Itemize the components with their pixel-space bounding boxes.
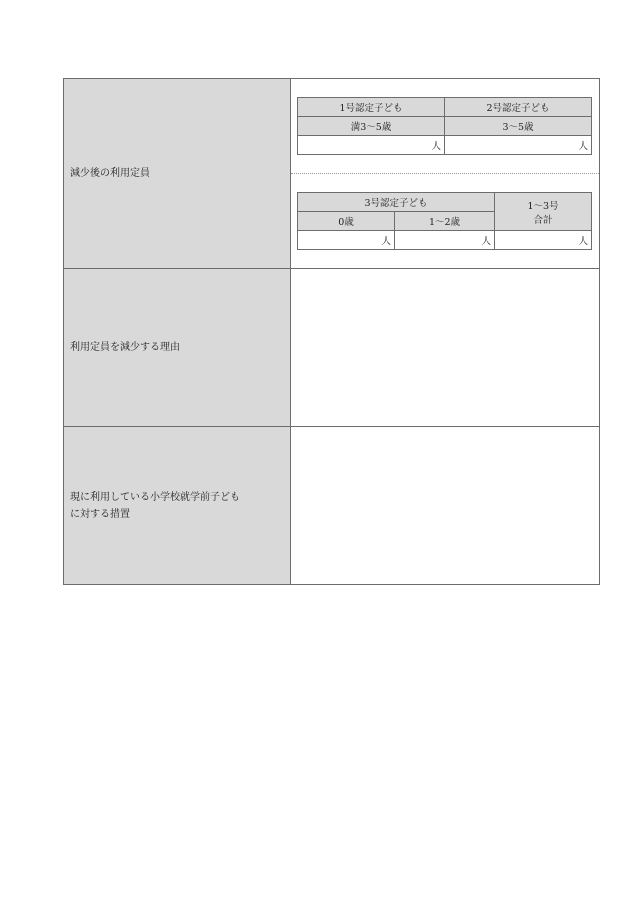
header-type1: 1号認定子ども xyxy=(298,98,445,117)
unit-label: 人 xyxy=(481,236,491,247)
unit-label: 人 xyxy=(578,141,588,152)
label-capacity-after-reduction xyxy=(64,79,291,268)
label-line-1: 現に利用している小学校就学前子ども xyxy=(70,491,240,503)
input-age-1-2-count[interactable] xyxy=(395,231,495,250)
row-measures-for-children xyxy=(64,426,599,584)
input-reduction-reason[interactable] xyxy=(291,269,599,426)
input-type1-count[interactable] xyxy=(298,136,445,155)
subheader-type2-age: 3～5歳 xyxy=(445,117,592,136)
header-type2: 2号認定子ども xyxy=(445,98,592,117)
header-type3: 3号認定子ども xyxy=(298,193,495,212)
capacity-table-type1-2 xyxy=(297,97,592,155)
input-type2-count[interactable] xyxy=(445,136,592,155)
input-measures-for-children[interactable] xyxy=(291,427,599,584)
row-capacity-after-reduction xyxy=(64,79,599,268)
input-age-0-count[interactable] xyxy=(298,231,395,250)
capacity-reduction-form xyxy=(63,78,600,585)
label-measures-for-children xyxy=(64,427,291,584)
subheader-type1-age: 満3～5歳 xyxy=(298,117,445,136)
header-total xyxy=(494,193,591,231)
subheader-age-1-2: 1～2歳 xyxy=(395,212,495,231)
row-reduction-reason xyxy=(64,268,599,426)
unit-label: 人 xyxy=(381,236,392,247)
section-divider xyxy=(291,173,599,174)
header-total-line1: 1～3号 xyxy=(527,200,559,212)
input-total-count[interactable] xyxy=(494,231,591,250)
label-text: 減少後の利用定員 xyxy=(70,168,150,179)
content-capacity-after-reduction xyxy=(291,79,599,268)
label-line-2: に対する措置 xyxy=(70,508,130,520)
label-reduction-reason xyxy=(64,269,291,426)
header-total-line2: 合計 xyxy=(533,214,553,226)
unit-label: 人 xyxy=(578,236,588,247)
unit-label: 人 xyxy=(431,141,441,152)
subheader-age-0: 0歳 xyxy=(298,212,395,231)
label-text: 利用定員を減少する理由 xyxy=(70,342,180,353)
capacity-table-type3 xyxy=(297,192,592,250)
